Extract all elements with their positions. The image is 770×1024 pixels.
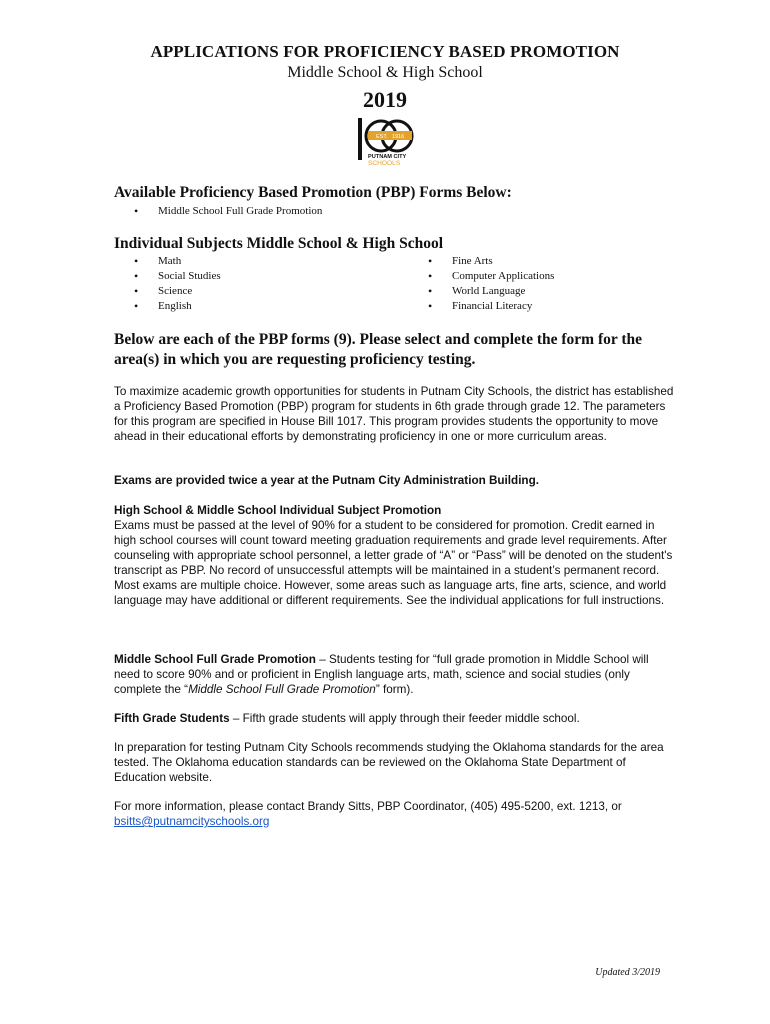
list-item: • Fine Arts bbox=[428, 254, 554, 269]
fifth-text: – Fifth grade students will apply through their feeder middle school. bbox=[229, 712, 580, 725]
forms-list bbox=[134, 204, 322, 219]
list-item: • Financial Literacy bbox=[428, 299, 554, 314]
ms-form-name: Middle School Full Grade Promotion bbox=[188, 683, 376, 696]
list-item: • Math bbox=[134, 254, 221, 269]
hs-section bbox=[114, 503, 674, 608]
list-item: • English bbox=[134, 299, 221, 314]
list-item: • Computer Applications bbox=[428, 269, 554, 284]
subjects-list-right bbox=[428, 254, 554, 314]
hs-heading bbox=[114, 503, 674, 518]
document-subtitle: Middle School & High School bbox=[287, 64, 483, 81]
logo-est-year: 1916 bbox=[392, 134, 405, 140]
contact-text: For more information, please contact Brandy Sitts, PBP Coordinator, (405) 495-5200, ext. 1213, or bbox=[114, 800, 622, 813]
subjects-list-left bbox=[134, 254, 221, 314]
exams-note-text: Exams are provided twice a year at the Putnam City Administration Building. bbox=[114, 474, 539, 487]
contact-email-link[interactable]: bsitts@putnamcityschools.org bbox=[114, 815, 270, 828]
hs-paragraph-2: Most exams are multiple choice. However, some areas such as language arts, fine arts, science, and world language may have additional or different requirements. See the individual applications for full instructions. bbox=[114, 579, 667, 607]
ms-text-b: ” form). bbox=[375, 683, 414, 696]
logo-line-2: SCHOOLS bbox=[368, 160, 401, 166]
logo-line-1: PUTNAM CITY bbox=[368, 154, 407, 160]
ms-paragraph bbox=[114, 652, 674, 697]
logo-digit-one bbox=[358, 118, 362, 160]
ms-text-a: – Students testing for “full grade promotion in Middle School will need to score 90% and or proficient in English language arts, math, science and social studies (only complete the “ bbox=[114, 653, 649, 696]
list-item: • Middle School Full Grade Promotion bbox=[134, 204, 322, 219]
list-item: • Science bbox=[134, 284, 221, 299]
fifth-label: Fifth Grade Students bbox=[114, 712, 230, 725]
contact-paragraph bbox=[114, 799, 674, 829]
fifth-grade-paragraph bbox=[114, 711, 674, 726]
updated-date: Updated 3/2019 bbox=[595, 967, 660, 978]
document-title: APPLICATIONS FOR PROFICIENCY BASED PROMOTION bbox=[150, 42, 620, 61]
list-item: • Social Studies bbox=[134, 269, 221, 284]
hs-heading-text: High School & Middle School Individual Subject Promotion bbox=[114, 504, 442, 517]
logo-est-text: EST. bbox=[376, 134, 388, 140]
exams-note bbox=[114, 473, 674, 488]
forms-heading: Available Proficiency Based Promotion (PBP) Forms Below: bbox=[114, 184, 512, 201]
list-item: • World Language bbox=[428, 284, 554, 299]
subjects-heading: Individual Subjects Middle School & High School bbox=[114, 235, 444, 252]
putnam-city-100-years-logo bbox=[356, 116, 414, 166]
prep-paragraph: In preparation for testing Putnam City Schools recommends studying the Oklahoma standards for the area tested. The Oklahoma education standards can be reviewed on the Oklahoma State Department of Education website. bbox=[114, 741, 664, 784]
logo-banner bbox=[368, 131, 412, 140]
lead-instruction: Below are each of the PBP forms (9). Please select and complete the form for the area(s) in which you are requesting proficiency testing. bbox=[114, 331, 642, 368]
intro-paragraph: To maximize academic growth opportunities for students in Putnam City Schools, the district has established a Proficiency Based Promotion (PBP) program for students in 6th grade through grade 12. The parameters for this program are specified in House Bill 1017. This program provides students the opportunity to move ahead in their educational efforts by demonstrating proficiency in one or more curriculum areas. bbox=[114, 385, 674, 443]
ms-label: Middle School Full Grade Promotion bbox=[114, 653, 316, 666]
document-year: 2019 bbox=[363, 87, 407, 112]
hs-paragraph-1: Exams must be passed at the level of 90% for a student to be considered for promotion. Credit earned in high school courses will count toward meeting graduation requirements and grade level requirements. After counseling with appropriate school personnel, a letter grade of “A” or “Pass” will be denoted on the student's transcript as PBP. No record of unsuccessful attempts will be maintained in a student’s permanent record. bbox=[114, 519, 673, 577]
